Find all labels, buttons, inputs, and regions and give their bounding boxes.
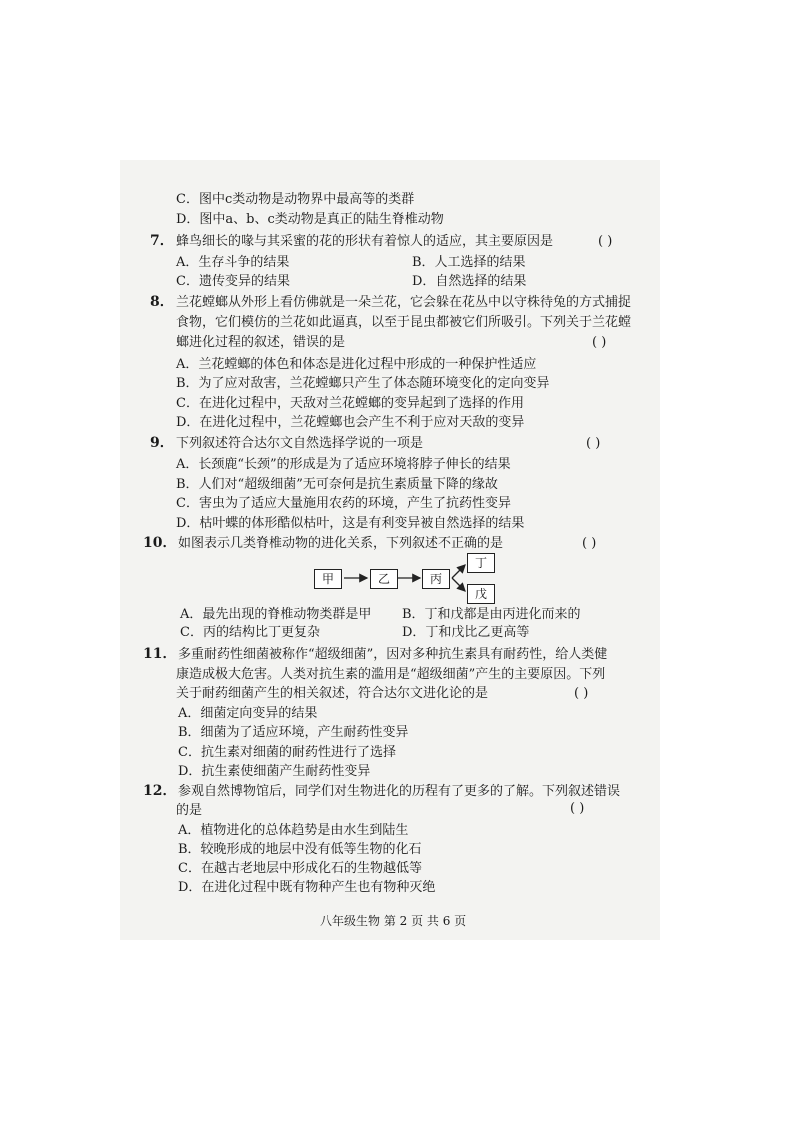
page-footer: 八年级生物 第 2 页 共 6 页 xyxy=(320,914,467,928)
option-d: D．抗生素使细菌产生耐药性变异 xyxy=(178,764,371,779)
question-number: 8． xyxy=(150,294,174,310)
box-bing: 丙 xyxy=(422,569,450,589)
option-d-previous: D．图中a、b、c类动物是真正的陆生脊椎动物 xyxy=(176,212,444,227)
box-yi: 乙 xyxy=(370,569,398,589)
option-a: A．最先出现的脊椎动物类群是甲 xyxy=(180,607,372,622)
question-number: 7． xyxy=(150,233,174,249)
option-b: B．为了应对敌害，兰花螳螂只产生了体态随环境变化的定向变异 xyxy=(176,376,550,391)
question-number: 10． xyxy=(143,535,177,551)
option-a: A．兰花螳螂的体色和体态是进化过程中形成的一种保护性适应 xyxy=(176,357,537,372)
question-stem: 下列叙述符合达尔文自然选择学说的一项是 xyxy=(176,436,424,451)
box-wu: 戊 xyxy=(467,584,495,604)
option-d: D．丁和戊比乙更高等 xyxy=(402,625,530,640)
question-stem: 食物，它们模仿的兰花如此逼真，以至于昆虫都被它们所吸引。下列关于兰花螳 xyxy=(176,315,632,330)
option-a: A．植物进化的总体趋势是由水生到陆生 xyxy=(178,823,409,838)
question-stem: 多重耐药性细菌被称作“超级细菌”，因对多种抗生素具有耐药性，给人类健 xyxy=(178,647,608,662)
option-b: B．人工选择的结果 xyxy=(412,255,526,270)
answer-parentheses: ( ) xyxy=(574,686,589,701)
option-d: D．自然选择的结果 xyxy=(412,274,527,289)
option-a: A．生存斗争的结果 xyxy=(176,255,290,270)
option-c-previous: C．图中c类动物是动物界中最高等的类群 xyxy=(176,192,415,207)
question-number: 12． xyxy=(143,783,177,799)
option-d: D．在进化过程中既有物种产生也有物种灭绝 xyxy=(178,880,436,895)
option-c: C．在进化过程中，天敌对兰花螳螂的变异起到了选择的作用 xyxy=(176,396,524,411)
answer-parentheses: ( ) xyxy=(592,335,607,350)
option-c: C．害虫为了适应大量施用农药的环境，产生了抗药性变异 xyxy=(176,496,511,511)
option-d: D．枯叶蝶的体形酷似枯叶，这是有利变异被自然选择的结果 xyxy=(176,516,525,531)
question-number: 9． xyxy=(150,435,174,451)
answer-parentheses: ( ) xyxy=(582,536,597,551)
answer-parentheses: ( ) xyxy=(598,234,613,249)
question-stem: 康造成极大危害。人类对抗生素的滥用是“超级细菌”产生的主要原因。下列 xyxy=(176,667,606,682)
option-b: B．细菌为了适应环境，产生耐药性变异 xyxy=(178,725,409,740)
option-c: C．丙的结构比丁更复杂 xyxy=(180,625,320,640)
box-ding: 丁 xyxy=(467,553,495,573)
question-stem: 螂进化过程的叙述，错误的是 xyxy=(176,335,346,350)
question-number: 11． xyxy=(143,646,177,662)
option-b: B．丁和戊都是由丙进化而来的 xyxy=(402,607,581,622)
evolution-diagram xyxy=(314,553,494,605)
option-c: C．遗传变异的结果 xyxy=(176,274,290,289)
option-b: B．较晚形成的地层中没有低等生物的化石 xyxy=(178,842,422,857)
option-c: C．抗生素对细菌的耐药性进行了选择 xyxy=(178,745,396,760)
question-stem: 如图表示几类脊椎动物的进化关系，下列叙述不正确的是 xyxy=(178,536,504,551)
question-stem: 关于耐药细菌产生的相关叙述，符合达尔文进化论的是 xyxy=(176,686,489,701)
box-jia: 甲 xyxy=(314,569,342,589)
option-b: B．人们对“超级细菌”无可奈何是抗生素质量下降的缘故 xyxy=(176,477,498,492)
question-stem: 兰花螳螂从外形上看仿佛就是一朵兰花，它会躲在花丛中以守株待兔的方式捕捉 xyxy=(176,295,632,310)
question-stem: 蜂鸟细长的喙与其采蜜的花的形状有着惊人的适应，其主要原因是 xyxy=(176,234,554,249)
question-stem: 的是 xyxy=(176,803,203,818)
option-a: A．长颈鹿“长颈”的形成是为了适应环境将脖子伸长的结果 xyxy=(176,457,511,472)
option-a: A．细菌定向变异的结果 xyxy=(178,706,318,721)
option-d: D．在进化过程中，兰花螳螂也会产生不利于应对天敌的变异 xyxy=(176,415,525,430)
option-c: C．在越古老地层中形成化石的生物越低等 xyxy=(178,861,422,876)
answer-parentheses: ( ) xyxy=(570,801,585,816)
question-stem: 参观自然博物馆后，同学们对生物进化的历程有了更多的了解。下列叙述错误 xyxy=(178,784,621,799)
answer-parentheses: ( ) xyxy=(586,436,601,451)
